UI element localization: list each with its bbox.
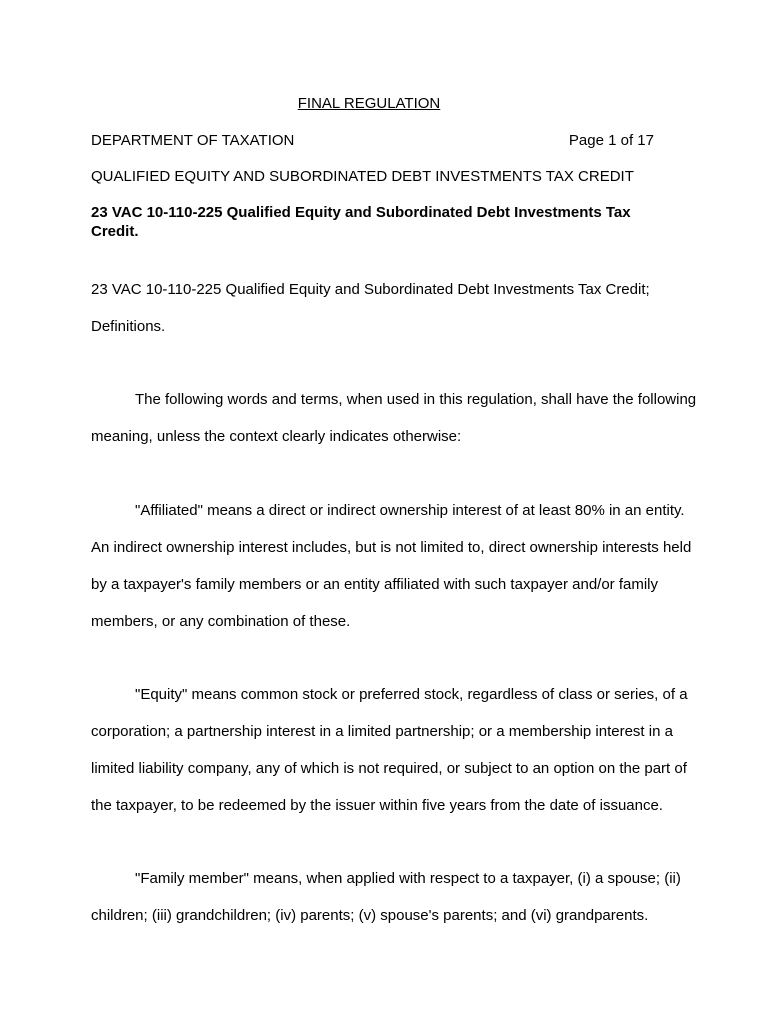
definition-affiliated-line: An indirect ownership interest includes, but is not limited to, direct ownership interests held: [91, 539, 692, 556]
definition-affiliated-line: by a taxpayer's family members or an entity affiliated with such taxpayer and/or family: [91, 576, 659, 593]
definition-affiliated-line: "Affiliated" means a direct or indirect ownership interest of at least 80% in an entity.: [135, 502, 685, 519]
regulation-subject: QUALIFIED EQUITY AND SUBORDINATED DEBT INVESTMENTS TAX CREDIT: [91, 168, 634, 185]
department-name: DEPARTMENT OF TAXATION: [91, 132, 295, 149]
definition-family-member-line: "Family member" means, when applied with respect to a taxpayer, (i) a spouse; (ii): [135, 870, 681, 887]
section-title-line: 23 VAC 10-110-225 Qualified Equity and Subordinated Debt Investments Tax Credit;: [91, 281, 650, 298]
definition-equity-line: corporation; a partnership interest in a limited partnership; or a membership interest in a: [91, 723, 673, 740]
document-title: FINAL REGULATION: [297, 95, 441, 112]
definition-equity-line: "Equity" means common stock or preferred stock, regardless of class or series, of a: [135, 686, 688, 703]
definition-family-member-line: children; (iii) grandchildren; (iv) parents; (v) spouse's parents; and (vi) grandparents.: [91, 907, 649, 924]
definition-affiliated-line: members, or any combination of these.: [91, 613, 351, 630]
intro-paragraph-line: The following words and terms, when used in this regulation, shall have the following: [135, 391, 697, 408]
page-number: Page 1 of 17: [568, 132, 654, 149]
intro-paragraph-line: meaning, unless the context clearly indicates otherwise:: [91, 428, 462, 445]
definition-equity-line: the taxpayer, to be redeemed by the issuer within five years from the date of issuance.: [91, 797, 663, 814]
section-heading: 23 VAC 10-110-225 Qualified Equity and Subordinated Debt Investments Tax Credit.: [91, 204, 631, 240]
definition-equity-line: limited liability company, any of which is not required, or subject to an option on the part of: [91, 760, 687, 777]
section-title-line: Definitions.: [91, 318, 166, 335]
